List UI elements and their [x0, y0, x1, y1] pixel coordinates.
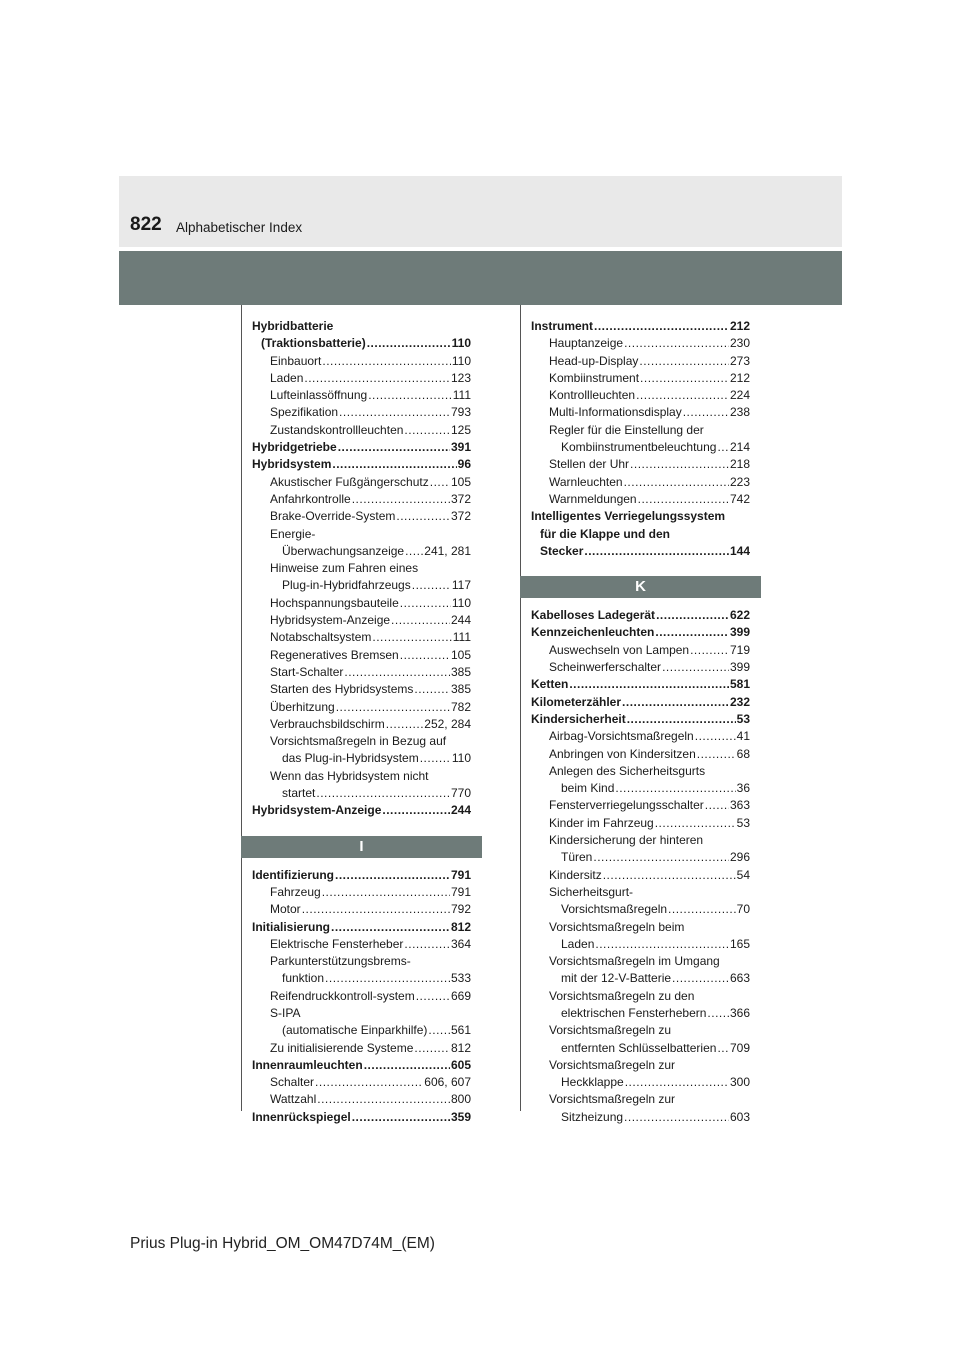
index-subentry: Hinweise zum Fahren eines [270, 561, 419, 576]
index-subentry: Hybridsystem-Anzeige ..... 244 [252, 612, 471, 629]
index-subentry: Schalter ..... 606, 607 [252, 1074, 471, 1091]
index-subentry: Vorsichtsmaßregeln in Bezug auf [270, 734, 447, 749]
index-subentry: Überwachungsanzeige ..... 241, 281 [252, 543, 471, 560]
index-subentry: Kindersitz ..... 54 [531, 867, 750, 884]
index-subentry: (automatische Einparkhilfe) ..... 561 [252, 1022, 471, 1039]
index-subentry: das Plug-in-Hybridsystem ..... 110 [252, 750, 471, 767]
index-subentry: Warnmeldungen ..... 742 [531, 491, 750, 508]
index-subentry: Türen ..... 296 [531, 849, 750, 866]
index-subentry: Multi-Informationsdisplay ..... 238 [531, 404, 750, 421]
index-subentry: Kombiinstrument ..... 212 [531, 370, 750, 387]
index-subentry: Kindersicherung der hinteren [549, 833, 704, 848]
header-bar [119, 251, 842, 305]
left-column-rule [241, 305, 242, 1111]
index-subentry: Kontrollleuchten ..... 224 [531, 387, 750, 404]
index-entry: Initialisierung ..... 812 [252, 919, 471, 936]
index-subentry: Vorsichtsmaßregeln beim [549, 919, 685, 934]
index-subentry: startet ..... 770 [252, 785, 471, 802]
index-subentry: Notabschaltsystem ..... 111 [252, 629, 471, 646]
index-subentry: Auswechseln von Lampen ..... 719 [531, 642, 750, 659]
index-subentry: Reifendruckkontroll-system ..... 669 [252, 988, 471, 1005]
index-subentry: Spezifikation ..... 793 [252, 404, 471, 421]
index-subentry: Fensterverriegelungsschalter ..... 363 [531, 797, 750, 814]
index-subentry: Fahrzeug ..... 791 [252, 884, 471, 901]
index-subentry: Stellen der Uhr ..... 218 [531, 456, 750, 473]
index-entry: Kennzeichenleuchten ..... 399 [531, 624, 750, 641]
index-subentry: Vorsichtsmaßregeln zu [549, 1023, 672, 1038]
index-subentry: Hauptanzeige ..... 230 [531, 335, 750, 352]
index-subentry: Lufteinlassöffnung ..... 111 [252, 387, 471, 404]
index-subentry: Hochspannungsbauteile ..... 110 [252, 595, 471, 612]
footer-document-id: Prius Plug-in Hybrid_OM_OM47D74M_(EM) [130, 1235, 435, 1252]
index-subentry: Kombiinstrumentbeleuchtung ..... 214 [531, 439, 750, 456]
index-subentry: Scheinwerferschalter ..... 399 [531, 659, 750, 676]
index-entry: Innenraumleuchten ..... 605 [252, 1057, 471, 1074]
index-subentry: Verbrauchsbildschirm ..... 252, 284 [252, 716, 471, 733]
index-subentry: funktion ..... 533 [252, 970, 471, 987]
index-subentry: Brake-Override-System ..... 372 [252, 508, 471, 525]
index-subentry: Sicherheitsgurt- [549, 884, 634, 899]
index-entry: (Traktionsbatterie) ..... 110 [252, 335, 471, 352]
index-subentry: Parkunterstützungsbrems- [270, 954, 411, 969]
right-column-rule [520, 305, 521, 1111]
index-subentry: elektrischen Fensterhebern ..... 366 [531, 1005, 750, 1022]
index-subentry: Motor ..... 792 [252, 901, 471, 918]
index-entry: Instrument ..... 212 [531, 318, 750, 335]
index-subentry: mit der 12-V-Batterie ..... 663 [531, 970, 750, 987]
index-subentry: Vorsichtsmaßregeln ..... 70 [531, 901, 750, 918]
index-entry: für die Klappe und den [540, 526, 671, 541]
index-subentry: Regeneratives Bremsen ..... 105 [252, 647, 471, 664]
index-subentry: Head-up-Display ..... 273 [531, 353, 750, 370]
index-subentry: Anlegen des Sicherheitsgurts [549, 763, 706, 778]
index-subentry: Überhitzung ..... 782 [252, 699, 471, 716]
index-entry: Hybridsystem ..... 96 [252, 456, 471, 473]
index-subentry: entfernten Schlüsselbatterien ..... 709 [531, 1040, 750, 1057]
index-entry: Stecker ..... 144 [531, 543, 750, 560]
index-subentry: Akustischer Fußgängerschutz ..... 105 [252, 474, 471, 491]
index-entry: Identifizierung ..... 791 [252, 867, 471, 884]
index-subentry: Airbag-Vorsichtsmaßregeln ..... 41 [531, 728, 750, 745]
index-entry: Ketten ..... 581 [531, 676, 750, 693]
letter-heading-k: K [520, 576, 761, 598]
index-subentry: Starten des Hybridsystems ..... 385 [252, 681, 471, 698]
left-index-column [252, 318, 471, 1126]
index-subentry: Wenn das Hybridsystem nicht [270, 768, 429, 783]
index-subentry: Kinder im Fahrzeug ..... 53 [531, 815, 750, 832]
index-subentry: Anfahrkontrolle ..... 372 [252, 491, 471, 508]
index-subentry: Laden ..... 165 [531, 936, 750, 953]
index-subentry: Vorsichtsmaßregeln zur [549, 1092, 676, 1107]
index-subentry: Heckklappe ..... 300 [531, 1074, 750, 1091]
index-entry: Hybridgetriebe ..... 391 [252, 439, 471, 456]
index-entry: Intelligentes Verriegelungssystem [531, 509, 726, 524]
index-subentry: Zu initialisierende Systeme ..... 812 [252, 1040, 471, 1057]
index-subentry: Einbauort ..... 110 [252, 353, 471, 370]
index-entry: Hybridbatterie [252, 319, 334, 333]
index-subentry: Elektrische Fensterheber ..... 364 [252, 936, 471, 953]
index-subentry: Vorsichtsmaßregeln zur [549, 1057, 676, 1072]
index-entry: Kilometerzähler ..... 232 [531, 694, 750, 711]
index-entry: Kabelloses Ladegerät ..... 622 [531, 607, 750, 624]
index-subentry: Zustandskontrollleuchten ..... 125 [252, 422, 471, 439]
index-entry: Innenrückspiegel ..... 359 [252, 1109, 471, 1126]
index-entry: Hybridsystem-Anzeige ..... 244 [252, 802, 471, 819]
index-subentry: Start-Schalter ..... 385 [252, 664, 471, 681]
index-subentry: Regler für die Einstellung der [549, 422, 704, 437]
index-entry: Kindersicherheit ..... 53 [531, 711, 750, 728]
index-subentry: Plug-in-Hybridfahrzeugs ..... 117 [252, 577, 471, 594]
index-subentry: Warnleuchten ..... 223 [531, 474, 750, 491]
header-band [119, 176, 842, 247]
index-subentry: Vorsichtsmaßregeln zu den [549, 988, 695, 1003]
index-subentry: S-IPA [270, 1005, 301, 1020]
index-subentry: Vorsichtsmaßregeln im Umgang [549, 954, 720, 969]
index-subentry: Energie- [270, 526, 316, 541]
index-subentry: Wattzahl ..... 800 [252, 1091, 471, 1108]
letter-heading-i: I [241, 836, 482, 858]
page-number: 822 [130, 214, 162, 235]
index-subentry: beim Kind ..... 36 [531, 780, 750, 797]
index-subentry: Sitzheizung ..... 603 [531, 1109, 750, 1126]
index-subentry: Anbringen von Kindersitzen ..... 68 [531, 746, 750, 763]
section-title: Alphabetischer Index [176, 220, 303, 235]
right-index-column [531, 318, 750, 1126]
index-subentry: Laden ..... 123 [252, 370, 471, 387]
